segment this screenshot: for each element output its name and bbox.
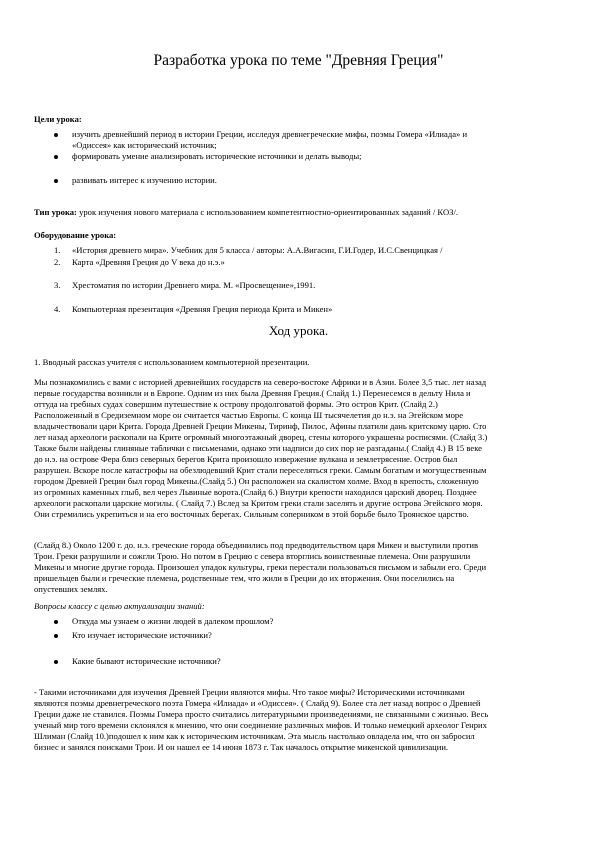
paragraph-line: Мы познакомились с вами с историей древнейших государств на северо-востоке Африки и в Азии. Более 3,5 тыс. лет назад — [34, 377, 487, 387]
paragraph-line: первые государства возникли и в Европе. Одним из них была Древняя Греция.( Слайд 1.) Перенесемся в дельту Нила и — [34, 388, 471, 398]
paragraph-line: археологи раскопали царские могилы. ( Слайд 7.) Вслед за Критом греки стали заселять и другие острова Эгейского моря. — [34, 498, 483, 508]
lesson-type-line — [34, 207, 458, 218]
questions-heading: Вопросы классу с целью актуализации знаний: — [34, 601, 205, 611]
paragraph-1 — [34, 377, 563, 520]
paragraph-line: Расположенный в Средиземном море он считается частью Европы. С конца Ш тысячелетия до н.э. на Эгейском море — [34, 410, 464, 420]
paragraph-line: пришельцев были и греческие племена, родственные тем, что жили в Греции до их вторжения. Они поселились на — [34, 573, 455, 583]
question-item-2: Кто изучает исторические источники? — [72, 630, 212, 640]
paragraph-line: владычествовали цари Крита. Города Древней Греции Микены, Тиринф, Пилос, Афины платили дань критскому царю. Сто — [34, 421, 487, 431]
goals-heading: Цели урока: — [34, 114, 82, 124]
paragraph-line: Они стремились укрепиться и на его восточных берегах. Сильным соперником в этой борьбе было Троянское царство. — [34, 509, 469, 519]
paragraph-2 — [34, 540, 563, 595]
bullet-icon — [54, 133, 58, 137]
paragraph-line: Также были найдены глиняные таблички с письменами, однако эти надписи до сих пор не разгаданы.( Слайд 4.) В 15 веке — [34, 443, 482, 453]
paragraph-line: Шлиман (Слайд 10.)подошел к ним как к историческим источникам. Эта мысль настолько овладела им, что он забросил — [34, 731, 475, 741]
section-title: Ход урока. — [268, 323, 329, 338]
question-item-1: Откуда мы узнаем о жизни людей в далеком прошлом? — [72, 616, 274, 626]
paragraph-line: разрушен. Вскоре после катастрофы на обезлюдевший Крит стали переселяться греки. Самым богатым и могущественным — [34, 465, 487, 475]
equipment-item-2: Карта «Древняя Греция до V века до н.э.» — [72, 257, 225, 267]
paragraph-line: (Слайд 8.) Около 1200 г. до. н.э. греческие города объединились под предводительством царя Микен и выступили против — [34, 540, 479, 550]
page-title: Разработка урока по теме "Древняя Греция" — [153, 52, 444, 69]
equipment-heading: Оборудование урока: — [34, 230, 117, 240]
goal-item-1-line-2: «Одиссея» как исторический источник; — [72, 140, 217, 150]
goal-item-3: развивать интерес к изучению истории. — [72, 175, 217, 185]
equipment-num-1: 1. — [54, 245, 61, 255]
paragraph-line: - Такими источниками для изучения Древней Греции являются мифы. Что такое мифы? Историческими источниками — [34, 687, 465, 697]
equipment-num-4: 4. — [54, 304, 61, 314]
intro-line: 1. Вводный рассказ учителя с использованием компьютерной презентации. — [34, 357, 310, 367]
paragraph-line: Греции даже не ставился. Поэмы Гомера просто считались литературными произведениями, не связанными с жизнью. Весь — [34, 709, 489, 719]
question-item-3: Какие бывают исторические источники? — [72, 656, 221, 666]
bullet-icon — [54, 660, 58, 664]
goal-item-2: формировать умение анализировать исторические источники и делать выводы; — [72, 151, 362, 161]
paragraph-line: Трои. Греки разрушили и сожгли Трою. Но потом в Грецию с севера вторглись воинственные племена. Они разрушили — [34, 551, 471, 561]
bullet-icon — [54, 155, 58, 159]
lesson-type-text: урок изучения нового материала с использованием компетентностно-ориентированных заданий / КОЗ/. — [76, 207, 458, 217]
paragraph-line: ученый мир того времени склонялся к мнению, что они соединение различных мифов. И только немецкий археолог Генрих — [34, 720, 487, 730]
paragraph-line: оттуда на гребных судах совершим путешествие к острову продолговатой формы. Это остров Крит. (Слайд 2.) — [34, 399, 438, 409]
paragraph-3 — [34, 687, 563, 753]
paragraph-line: опустевших землях. — [34, 584, 108, 594]
bullet-icon — [54, 179, 58, 183]
equipment-num-3: 3. — [54, 280, 61, 290]
paragraph-line: лет назад археологи раскопали на Крите огромный многоэтажный дворец, стены которого украшены росписями. (Слайд 3.) — [34, 432, 488, 442]
bullet-icon — [54, 620, 58, 624]
lesson-type-label: Тип урока: — [34, 207, 77, 217]
equipment-item-4: Компьютерная презентация «Древняя Греция периода Крита и Микен» — [72, 304, 333, 314]
paragraph-line: из огромных каменных глыб, вел через Львиные ворота.(Слайд 6.) Внутри крепости находился царский дворец. Позднее — [34, 487, 477, 497]
goal-item-1-line-1: изучить древнейший период в истории Греции, исследуя древнегреческие мифы, поэмы Гомера «Илиада» и — [72, 129, 468, 139]
paragraph-line: бизнес и занялся поисками Трои. И он нашел ее 14 июня 1873 г. Так началось открытие микенской цивилизации. — [34, 742, 449, 752]
paragraph-line: являются поэмы древнегреческого поэта Гомера «Илиада» и «Одиссея». ( Слайд 9). Более ста лет назад вопрос о Древней — [34, 698, 481, 708]
paragraph-line: Микены и многие другие города. Произошел упадок культуры, греки перестали пользоваться письмом и забыли его. Среди — [34, 562, 487, 572]
paragraph-line: до н.э. на острове Фера близ северных берегов Крита произошло извержение вулкана и землетрясение. Остров был — [34, 454, 458, 464]
equipment-item-3: Хрестоматия по истории Древнего мира. М. «Просвещение»,1991. — [72, 280, 316, 290]
equipment-item-1: «История древнего мира». Учебник для 5 класса / авторы: А.А.Вигасин, Г.И.Годер, И.С.Свенцицкая / — [72, 245, 443, 255]
paragraph-line: городом Древней Греции был город Микены.(Слайд 5.) Он расположен на скалистом холме. Вход в крепость, сложенную — [34, 476, 479, 486]
bullet-icon — [54, 634, 58, 638]
equipment-num-2: 2. — [54, 257, 61, 267]
document-page — [34, 0, 563, 842]
